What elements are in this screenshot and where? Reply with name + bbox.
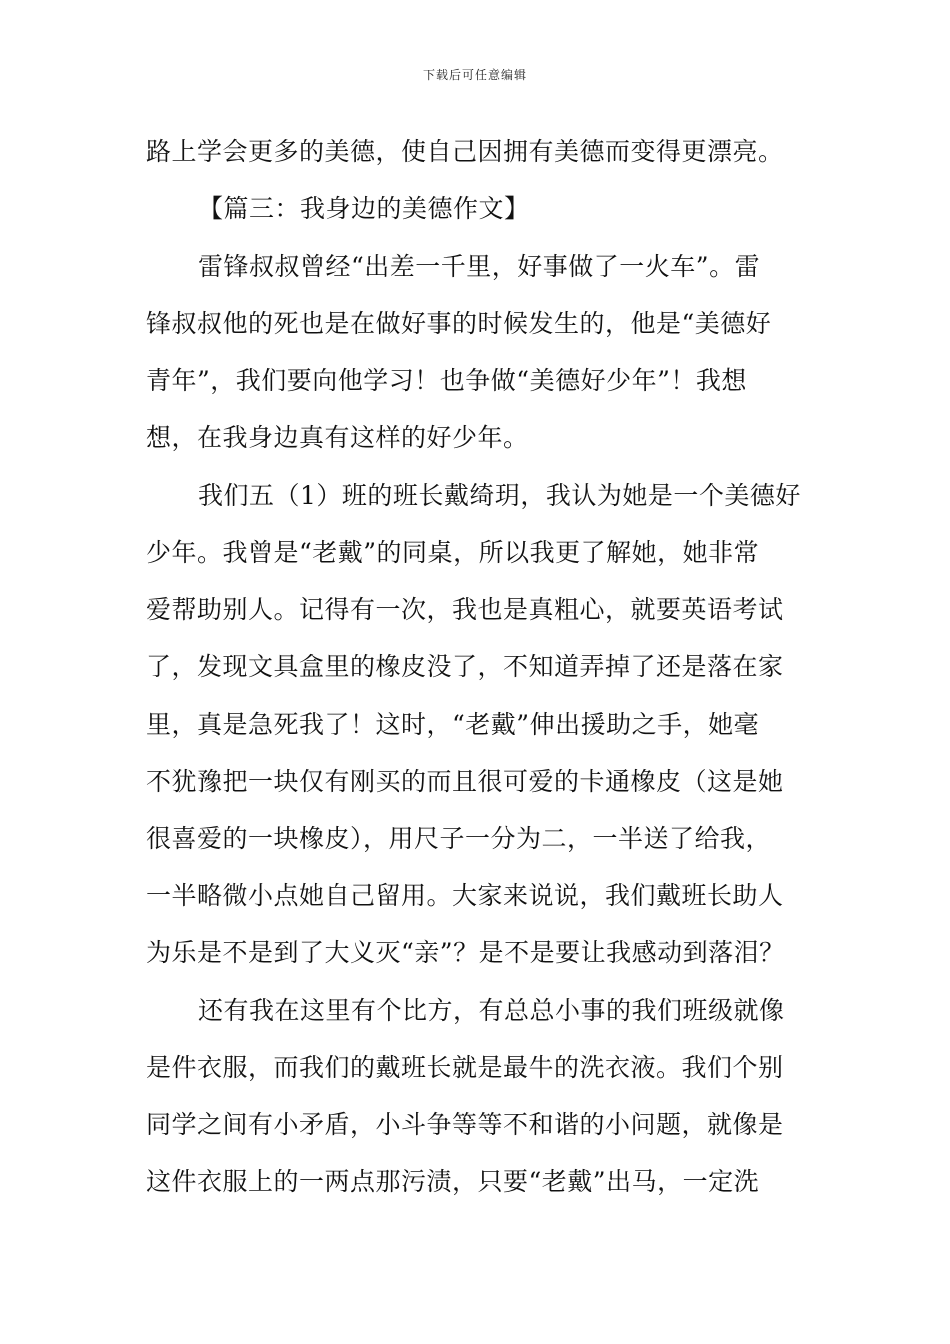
text-line: 了，发现文具盒里的橡皮没了，不知道弄掉了还是落在家 (146, 652, 784, 681)
text-line: 少年。我曾是“老戴”的同桌，所以我更了解她，她非常 (146, 538, 760, 567)
text-line: 爱帮助别人。记得有一次，我也是真粗心，就要英语考试 (146, 595, 784, 624)
header-note: 下载后可任意编辑 (422, 68, 527, 82)
section-heading: 【篇三：我身边的美德作文】 (198, 194, 530, 223)
text-line: 锋叔叔他的死也是在做好事的时候发生的，他是“美德好 (146, 309, 772, 338)
text-line: 青年”，我们要向他学习！也争做“美德好少年”！我想 (146, 366, 747, 395)
text-line: 一半略微小点她自己留用。大家来说说，我们戴班长助人 (146, 881, 784, 910)
text-line: 想，在我身边真有这样的好少年。 (146, 423, 529, 452)
text-line: 这件衣服上的一两点那污渍，只要“老戴”出马，一定洗 (146, 1167, 760, 1196)
text-line: 还有我在这里有个比方，有总总小事的我们班级就像 (198, 996, 785, 1025)
text-line: 雷锋叔叔曾经“出差一千里，好事做了一火车”。雷 (198, 252, 761, 281)
text-line: 为乐是不是到了大义灭“亲”？是不是要让我感动到落泪？ (146, 938, 785, 967)
text-line: 是件衣服，而我们的戴班长就是最牛的洗衣液。我们个别 (146, 1053, 784, 1082)
text-line: 我们五（1）班的班长戴绮玥，我认为她是一个美德好 (198, 481, 801, 510)
text-line: 路上学会更多的美德，使自己因拥有美德而变得更漂亮。 (146, 137, 784, 166)
text-line: 里，真是急死我了！这时，“老戴”伸出援助之手，她毫 (146, 710, 760, 739)
text-line: 同学之间有小矛盾，小斗争等等不和谐的小问题，就像是 (146, 1110, 784, 1139)
text-line: 不犹豫把一块仅有刚买的而且很可爱的卡通橡皮（这是她 (146, 767, 784, 796)
text-line: 很喜爱的一块橡皮），用尺子一分为二，一半送了给我， (146, 824, 772, 853)
